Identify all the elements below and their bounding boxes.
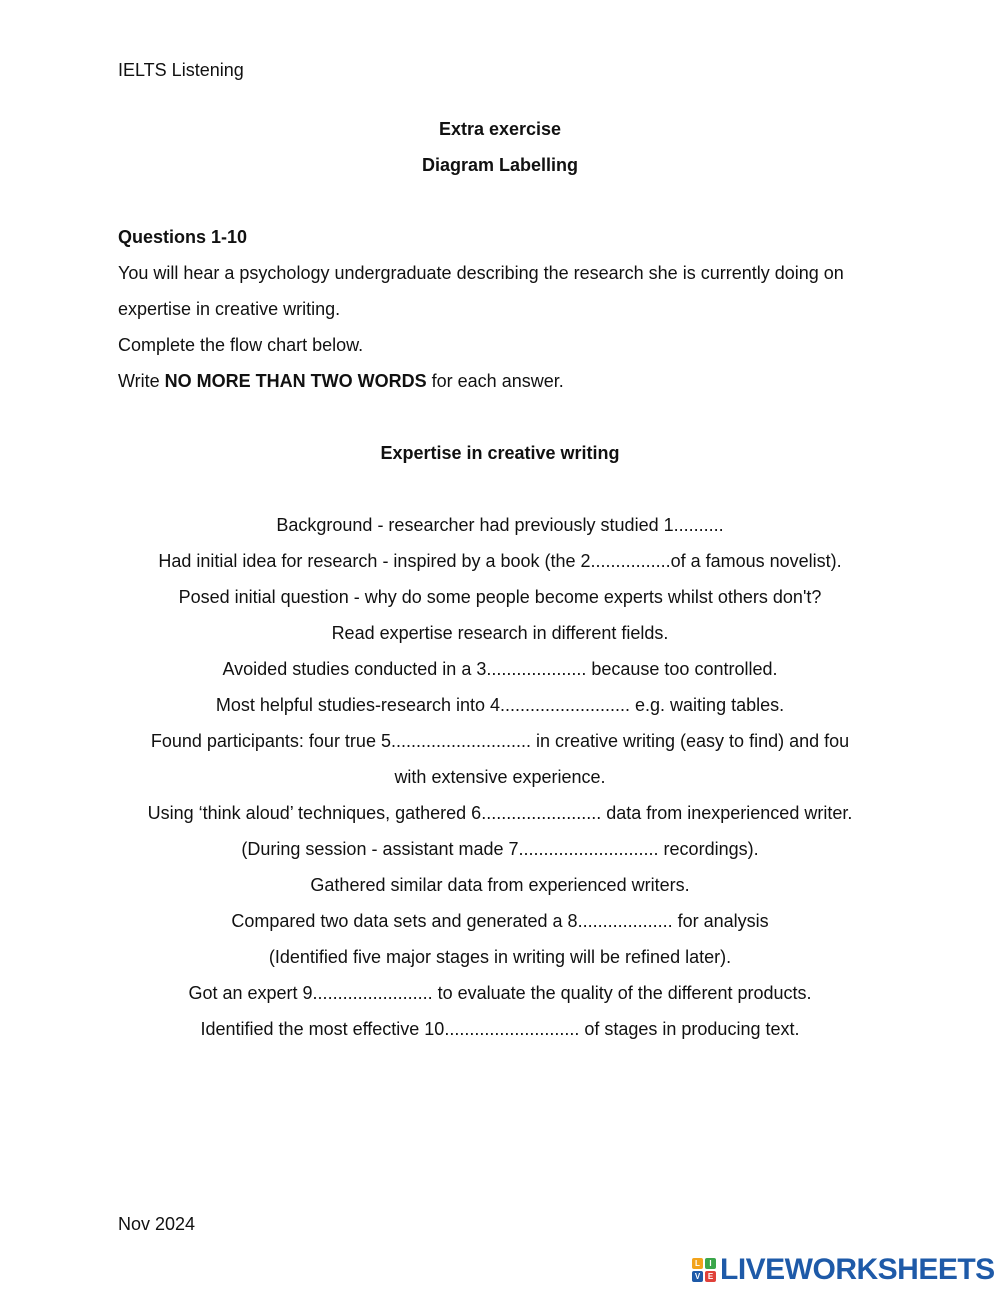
word-limit-emphasis: NO MORE THAN TWO WORDS xyxy=(164,371,427,391)
logo-mark-icon xyxy=(692,1258,716,1282)
flow-step: Background - researcher had previously studied 1.......... xyxy=(276,515,724,535)
questions-heading: Questions 1-10 xyxy=(118,227,248,247)
flow-step: Found participants: four true 5............................ in creative writing (easy to find) and fou xyxy=(150,731,850,751)
flow-step: Identified the most effective 10........................... of stages in producing text. xyxy=(200,1019,800,1039)
complete-instruction: Complete the flow chart below. xyxy=(118,335,364,355)
document-header: IELTS Listening xyxy=(118,60,244,80)
title-diagram-labelling: Diagram Labelling xyxy=(421,155,579,175)
logo-mark-letter: V xyxy=(692,1271,703,1282)
flow-step: Most helpful studies-research into 4.......................... e.g. waiting tables. xyxy=(215,695,785,715)
intro-line-2: expertise in creative writing. xyxy=(118,299,341,319)
word-limit-suffix: for each answer. xyxy=(426,371,564,391)
flow-step: with extensive experience. xyxy=(394,767,606,787)
flow-step: (Identified five major stages in writing will be refined later). xyxy=(268,947,732,967)
flow-step: (During session - assistant made 7............................ recordings). xyxy=(241,839,759,859)
flow-step: Got an expert 9........................ to evaluate the quality of the different products. xyxy=(188,983,812,1003)
logo-mark-letter: I xyxy=(705,1258,716,1269)
flow-chart-heading: Expertise in creative writing xyxy=(380,443,620,463)
flow-step: Posed initial question - why do some people become experts whilst others don't? xyxy=(178,587,822,607)
logo-mark-letter: E xyxy=(705,1271,716,1282)
title-extra-exercise: Extra exercise xyxy=(438,119,562,139)
flow-step: Read expertise research in different fields. xyxy=(331,623,669,643)
word-limit-prefix: Write xyxy=(118,371,165,391)
logo-text: LIVEWORKSHEETS xyxy=(720,1253,995,1286)
intro-line-1: You will hear a psychology undergraduate describing the research she is currently doing on xyxy=(118,263,844,283)
flow-step: Gathered similar data from experienced writers. xyxy=(310,875,690,895)
flow-step: Using ‘think aloud’ techniques, gathered 6........................ data from inexperienced writer. xyxy=(147,803,853,823)
flow-step: Had initial idea for research - inspired by a book (the 2................of a famous novelist). xyxy=(158,551,842,571)
flow-step: Compared two data sets and generated a 8................... for analysis xyxy=(231,911,769,931)
flow-step: Avoided studies conducted in a 3.................... because too controlled. xyxy=(222,659,778,679)
liveworksheets-logo[interactable] xyxy=(692,1253,995,1287)
logo-mark-letter: L xyxy=(692,1258,703,1269)
word-limit-instruction xyxy=(118,371,564,392)
document-footer-date: Nov 2024 xyxy=(118,1214,196,1234)
